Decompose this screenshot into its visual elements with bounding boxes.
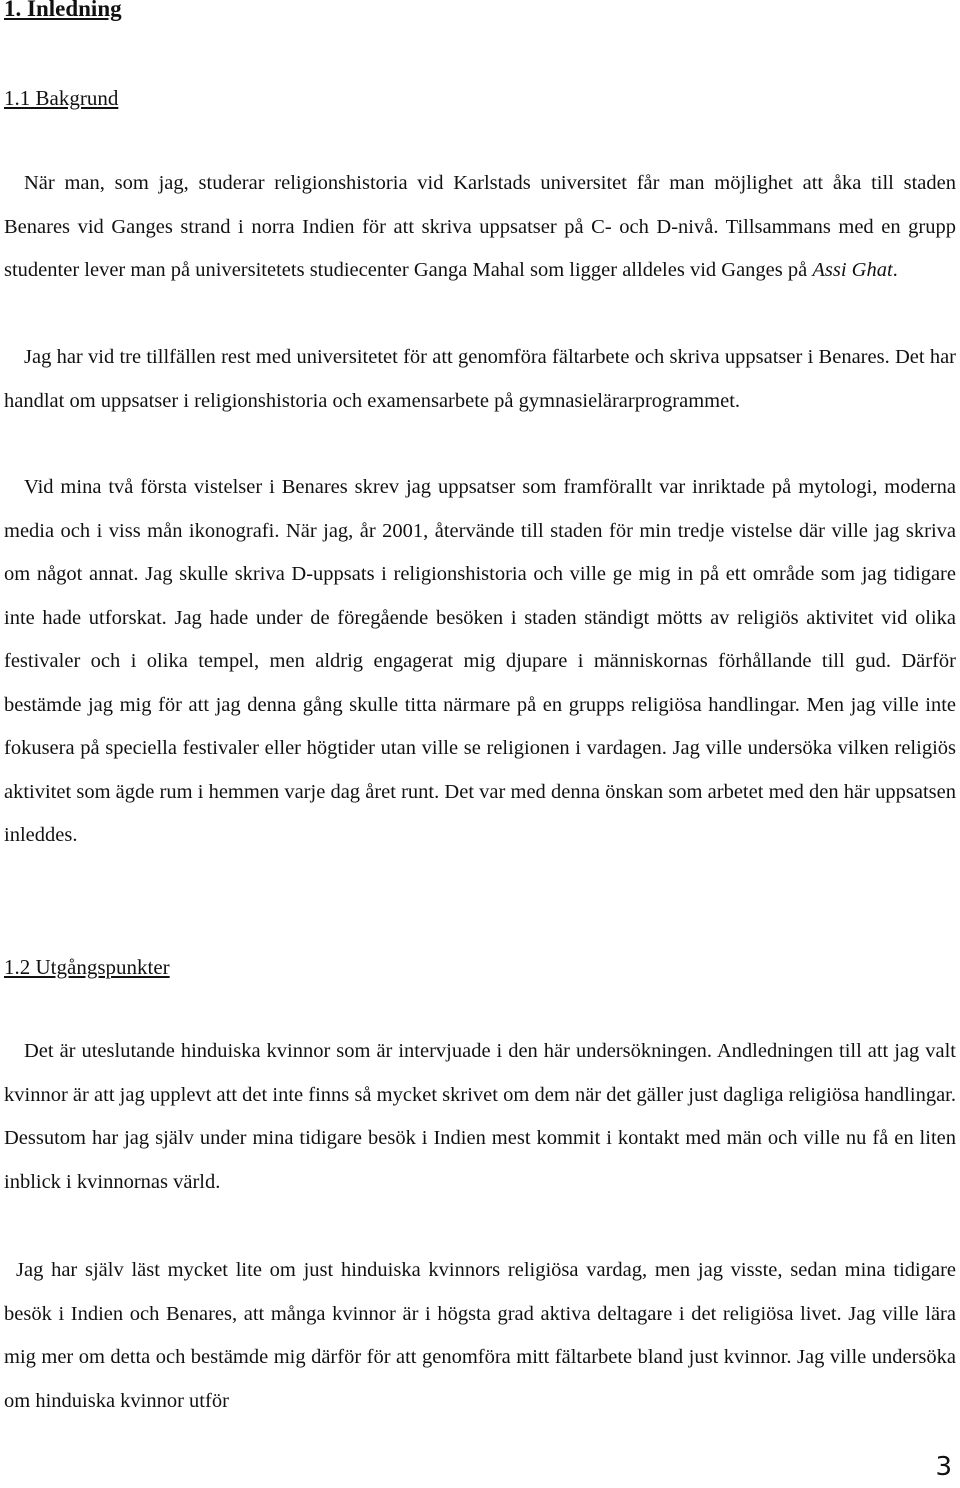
paragraph-bakgrund-3 (4, 466, 956, 858)
page-number: 3 (935, 1452, 952, 1482)
paragraph-text: När man, som jag, studerar religionshistoria vid Karlstads universitet får man möjlighet att åka till staden Benares vid Ganges strand i norra Indien för att skriva uppsatser på C- och D-nivå. Tillsammans med en grupp studenter lever man på universitetets studiecenter Ganga Mahal som ligger alldeles vid Ganges på (4, 172, 956, 281)
section-heading-utgangspunkter: 1.2 Utgångspunkter (4, 955, 170, 979)
section-heading-bakgrund: 1.1 Bakgrund (4, 86, 119, 110)
paragraph-bakgrund-2 (4, 336, 956, 423)
paragraph-utgangspunkter-1 (4, 1030, 956, 1204)
paragraph-text: Det är uteslutande hinduiska kvinnor som är intervjuade i den här undersökningen. Andledningen till att jag valt kvinnor är att jag upplevt att det inte finns så mycket skrivet om dem när det gäller just dagliga religiösa handlingar. Dessutom har jag själv under mina tidigare besök i Indien mest kommit i kontakt med män och ville nu få en liten inblick i kvinnornas värld. (4, 1040, 956, 1193)
chapter-heading: 1. Inledning (4, 0, 122, 21)
italic-place-name: Assi Ghat (812, 259, 893, 281)
paragraph-utgangspunkter-2 (4, 1249, 956, 1423)
paragraph-text: Vid mina två första vistelser i Benares skrev jag uppsatser som framförallt var inriktade på mytologi, moderna media och i viss mån ikonografi. När jag, år 2001, återvände till staden för min tredje vistelse där ville jag skriva om något annat. Jag skulle skriva D-uppsats i religionshistoria och ville ge mig in på ett område som jag tidigare inte hade utforskat. Jag hade under de föregående besöken i staden ständigt mötts av religiös aktivitet vid olika festivaler och i olika tempel, men aldrig engagerat mig djupare i människornas förhållande till gud. Därför bestämde jag mig för att jag denna gång skulle titta närmare på en grupps religiösa handlingar. Men jag ville inte fokusera på speciella festivaler eller högtider utan ville se religionen i vardagen. Jag ville undersöka vilken religiös aktivitet som ägde rum i hemmen varje dag året runt. Det var med denna önskan som arbetet med den här uppsatsen inleddes. (4, 476, 956, 846)
paragraph-end: . (892, 259, 898, 281)
paragraph-bakgrund-1 (4, 162, 956, 293)
paragraph-text: Jag har vid tre tillfällen rest med universitetet för att genomföra fältarbete och skriva uppsatser i Benares. Det har handlat om uppsatser i religionshistoria och examensarbete på gymnasielärarprogrammet. (4, 346, 956, 412)
paragraph-text: Jag har själv läst mycket lite om just hinduiska kvinnors religiösa vardag, men jag visste, sedan mina tidigare besök i Indien och Benares, att många kvinnor är i högsta grad aktiva deltagare i det religiösa livet. Jag ville lära mig mer om detta och bestämde mig därför för att genomföra mitt fältarbete bland just kvinnor. Jag ville undersöka om hinduiska kvinnor utför (4, 1259, 956, 1412)
